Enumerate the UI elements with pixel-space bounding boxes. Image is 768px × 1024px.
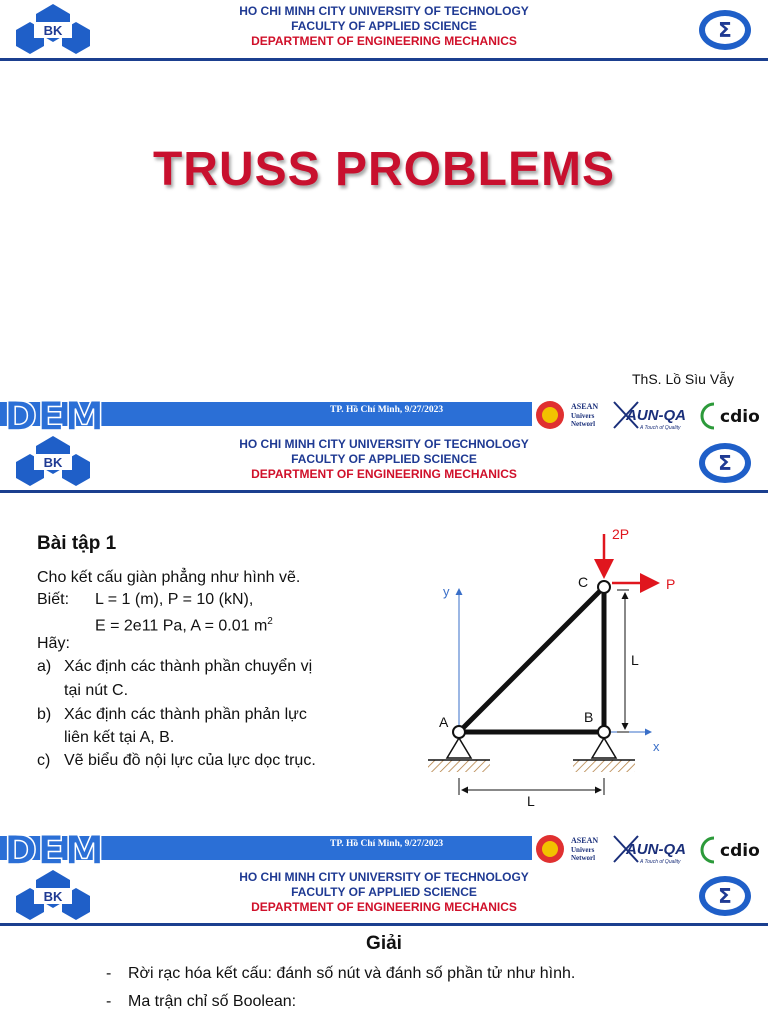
footer-1 [0, 396, 768, 434]
given-line-1: L = 1 (m), P = 10 (kN), [95, 591, 254, 608]
node-a [453, 726, 465, 738]
svg-text:BK: BK [43, 889, 63, 904]
support-a [447, 738, 471, 758]
node-c [598, 581, 610, 593]
solution-bullet-1: Rời rạc hóa kết cấu: đánh số nút và đánh số phần tử như hình. [128, 965, 576, 982]
header-rule [0, 58, 768, 61]
svg-text:cdio: cdio [720, 841, 760, 861]
footer-date: TP. Hồ Chí Minh, 9/27/2023 [330, 839, 444, 849]
load-vertical-label: 2P [612, 526, 630, 542]
accreditation-logos [534, 832, 768, 866]
support-b [592, 738, 616, 758]
bullet-marker: - [106, 993, 112, 1010]
dem-logo [0, 830, 128, 868]
ground-b [573, 760, 635, 772]
x-axis-label: x [653, 739, 660, 754]
dimension-vertical-label: L [631, 652, 639, 668]
svg-text:BK: BK [43, 455, 63, 470]
author-name: ThS. Lồ Sìu Vẫy [632, 371, 734, 387]
header-rule [0, 490, 768, 493]
node-c-label: C [578, 574, 589, 590]
task-a-line-2: tại nút C. [64, 682, 129, 699]
node-a-label: A [439, 714, 449, 730]
load-horizontal-label: P [666, 576, 676, 592]
department-logo [697, 874, 753, 918]
svg-text:Networl: Networl [571, 420, 596, 428]
task-marker-b: b) [37, 706, 52, 723]
footer-2 [0, 830, 768, 868]
header-line-university: HO CHI MINH CITY UNIVERSITY OF TECHNOLOGY [239, 870, 529, 884]
svg-text:ASEAN: ASEAN [571, 836, 599, 845]
solution-title: Giải [366, 933, 402, 954]
accreditation-logos [534, 398, 768, 432]
svg-text:DEM: DEM [4, 830, 105, 868]
task-marker-a: a) [37, 658, 52, 675]
node-b-label: B [584, 709, 594, 725]
task-b-line-2: liên kết tại A, B. [64, 729, 175, 746]
header-line-university: HO CHI MINH CITY UNIVERSITY OF TECHNOLOGY [239, 4, 529, 18]
header-line-department: DEPARTMENT OF ENGINEERING MECHANICS [251, 34, 517, 48]
exercise-title: Bài tập 1 [37, 533, 117, 554]
ground-a [428, 760, 490, 772]
svg-text:Networl: Networl [571, 854, 596, 862]
truss-figure [420, 520, 768, 815]
task-label: Hãy: [37, 635, 70, 652]
header-rule [0, 923, 768, 926]
svg-text:Σ: Σ [718, 451, 732, 475]
solution-bullet-2: Ma trận chỉ số Boolean: [128, 993, 297, 1010]
svg-text:Univers: Univers [571, 846, 595, 854]
header-line-department: DEPARTMENT OF ENGINEERING MECHANICS [251, 900, 517, 914]
exercise-intro: Cho kết cấu giàn phẳng như hình vẽ. [37, 569, 301, 586]
svg-text:Σ: Σ [718, 18, 732, 42]
member-ac [459, 587, 604, 732]
svg-text:cdio: cdio [720, 407, 760, 427]
bk-logo-text: BK [43, 23, 63, 38]
footer-date: TP. Hồ Chí Minh, 9/27/2023 [330, 405, 444, 415]
header-line-department: DEPARTMENT OF ENGINEERING MECHANICS [251, 467, 517, 481]
department-logo [697, 8, 753, 52]
task-a-line-1: Xác định các thành phần chuyển vị [64, 658, 313, 675]
slide-title: TRUSS PROBLEMS [152, 143, 616, 196]
header-line-university: HO CHI MINH CITY UNIVERSITY OF TECHNOLOGY [239, 437, 529, 451]
header-line-faculty: FACULTY OF APPLIED SCIENCE [291, 19, 477, 33]
svg-text:Univers: Univers [571, 412, 595, 420]
given-label: Biết: [37, 591, 70, 608]
svg-text:AUN-QA: AUN-QA [626, 407, 686, 424]
task-c-line-1: Vẽ biểu đồ nội lực của lực dọc trục. [64, 752, 316, 769]
dimension-horizontal-label: L [527, 793, 535, 809]
svg-text:AUN-QA: AUN-QA [626, 841, 686, 858]
task-marker-c: c) [37, 752, 51, 769]
svg-text:A Touch of Quality: A Touch of Quality [640, 859, 681, 865]
header-line-faculty: FACULTY OF APPLIED SCIENCE [291, 452, 477, 466]
svg-text:A Touch of Quality: A Touch of Quality [640, 425, 681, 431]
header-line-faculty: FACULTY OF APPLIED SCIENCE [291, 885, 477, 899]
svg-text:ASEAN: ASEAN [571, 402, 599, 411]
task-b-line-1: Xác định các thành phần phản lực [64, 706, 307, 723]
node-b [598, 726, 610, 738]
bullet-marker: - [106, 965, 112, 982]
svg-text:DEM: DEM [4, 396, 105, 434]
y-axis-label: y [443, 584, 450, 599]
svg-text:Σ: Σ [718, 884, 732, 908]
given-line-2: E = 2e11 Pa, A = 0.01 $m^2$ [95, 616, 273, 635]
dem-logo [0, 396, 128, 434]
department-logo [697, 441, 753, 485]
